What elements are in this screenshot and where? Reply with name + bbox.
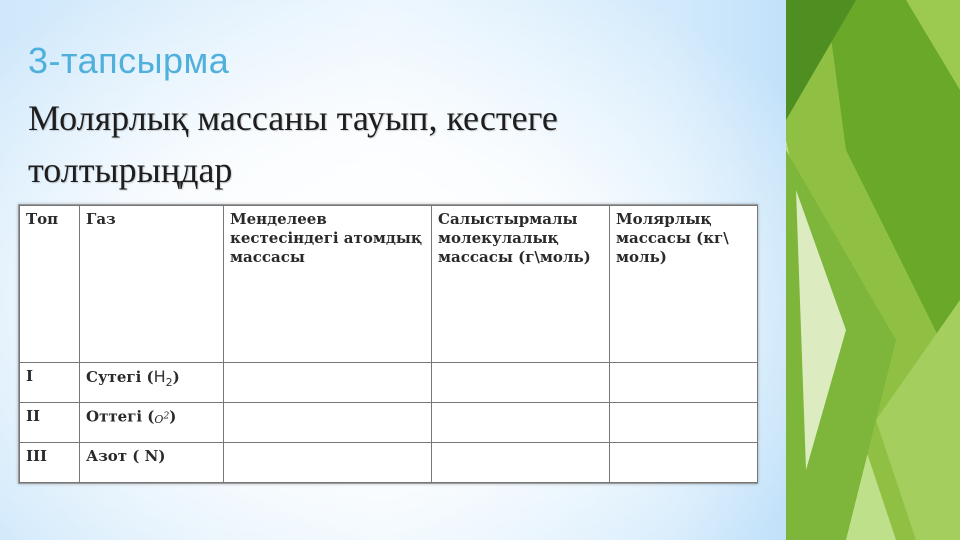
task-label: 3-тапсырма bbox=[28, 40, 230, 81]
formula-symbol: O bbox=[154, 413, 164, 427]
cell-group: III bbox=[20, 442, 80, 482]
formula-h2 bbox=[153, 366, 173, 389]
cell-relative-molecular-mass[interactable] bbox=[432, 362, 610, 402]
formula-subscript: 2 bbox=[165, 375, 173, 389]
cell-molar-mass[interactable] bbox=[610, 402, 758, 442]
table-row bbox=[20, 442, 758, 482]
gas-name: Оттегі ( bbox=[86, 407, 155, 426]
cell-atomic-mass[interactable] bbox=[224, 362, 432, 402]
green-decoration bbox=[786, 0, 960, 540]
cell-atomic-mass[interactable] bbox=[224, 442, 432, 482]
formula-symbol: H bbox=[153, 366, 166, 386]
instruction-text: Молярлық массаны тауып, кестеге толтырыңдар bbox=[28, 98, 558, 190]
header-atomic-mass: Менделеев кестесіндегі атомдық массасы bbox=[224, 206, 432, 363]
gas-close: ) bbox=[169, 407, 177, 426]
table bbox=[19, 205, 758, 483]
gas-close: ) bbox=[172, 367, 180, 386]
header-group: Топ bbox=[20, 206, 80, 363]
cell-relative-molecular-mass[interactable] bbox=[432, 402, 610, 442]
table-header-row bbox=[20, 206, 758, 363]
cell-molar-mass[interactable] bbox=[610, 442, 758, 482]
cell-molar-mass[interactable] bbox=[610, 362, 758, 402]
cell-relative-molecular-mass[interactable] bbox=[432, 442, 610, 482]
table-row bbox=[20, 362, 758, 402]
header-relative-molecular-mass: Салыстырмалы молекулалық массасы (г\моль) bbox=[432, 206, 610, 363]
header-gas: Газ bbox=[80, 206, 224, 363]
gas-name: Сутегі ( bbox=[86, 367, 154, 386]
cell-gas: Азот ( N) bbox=[80, 442, 224, 482]
cell-atomic-mass[interactable] bbox=[224, 402, 432, 442]
molar-mass-table bbox=[18, 204, 758, 484]
formula-o2 bbox=[154, 410, 170, 427]
cell-group: I bbox=[20, 362, 80, 402]
cell-gas bbox=[80, 402, 224, 442]
cell-group: II bbox=[20, 402, 80, 442]
table-row bbox=[20, 402, 758, 442]
formula-subscript: 2 bbox=[163, 410, 170, 422]
header-molar-mass: Молярлық массасы (кг\ моль) bbox=[610, 206, 758, 363]
cell-gas bbox=[80, 362, 224, 402]
